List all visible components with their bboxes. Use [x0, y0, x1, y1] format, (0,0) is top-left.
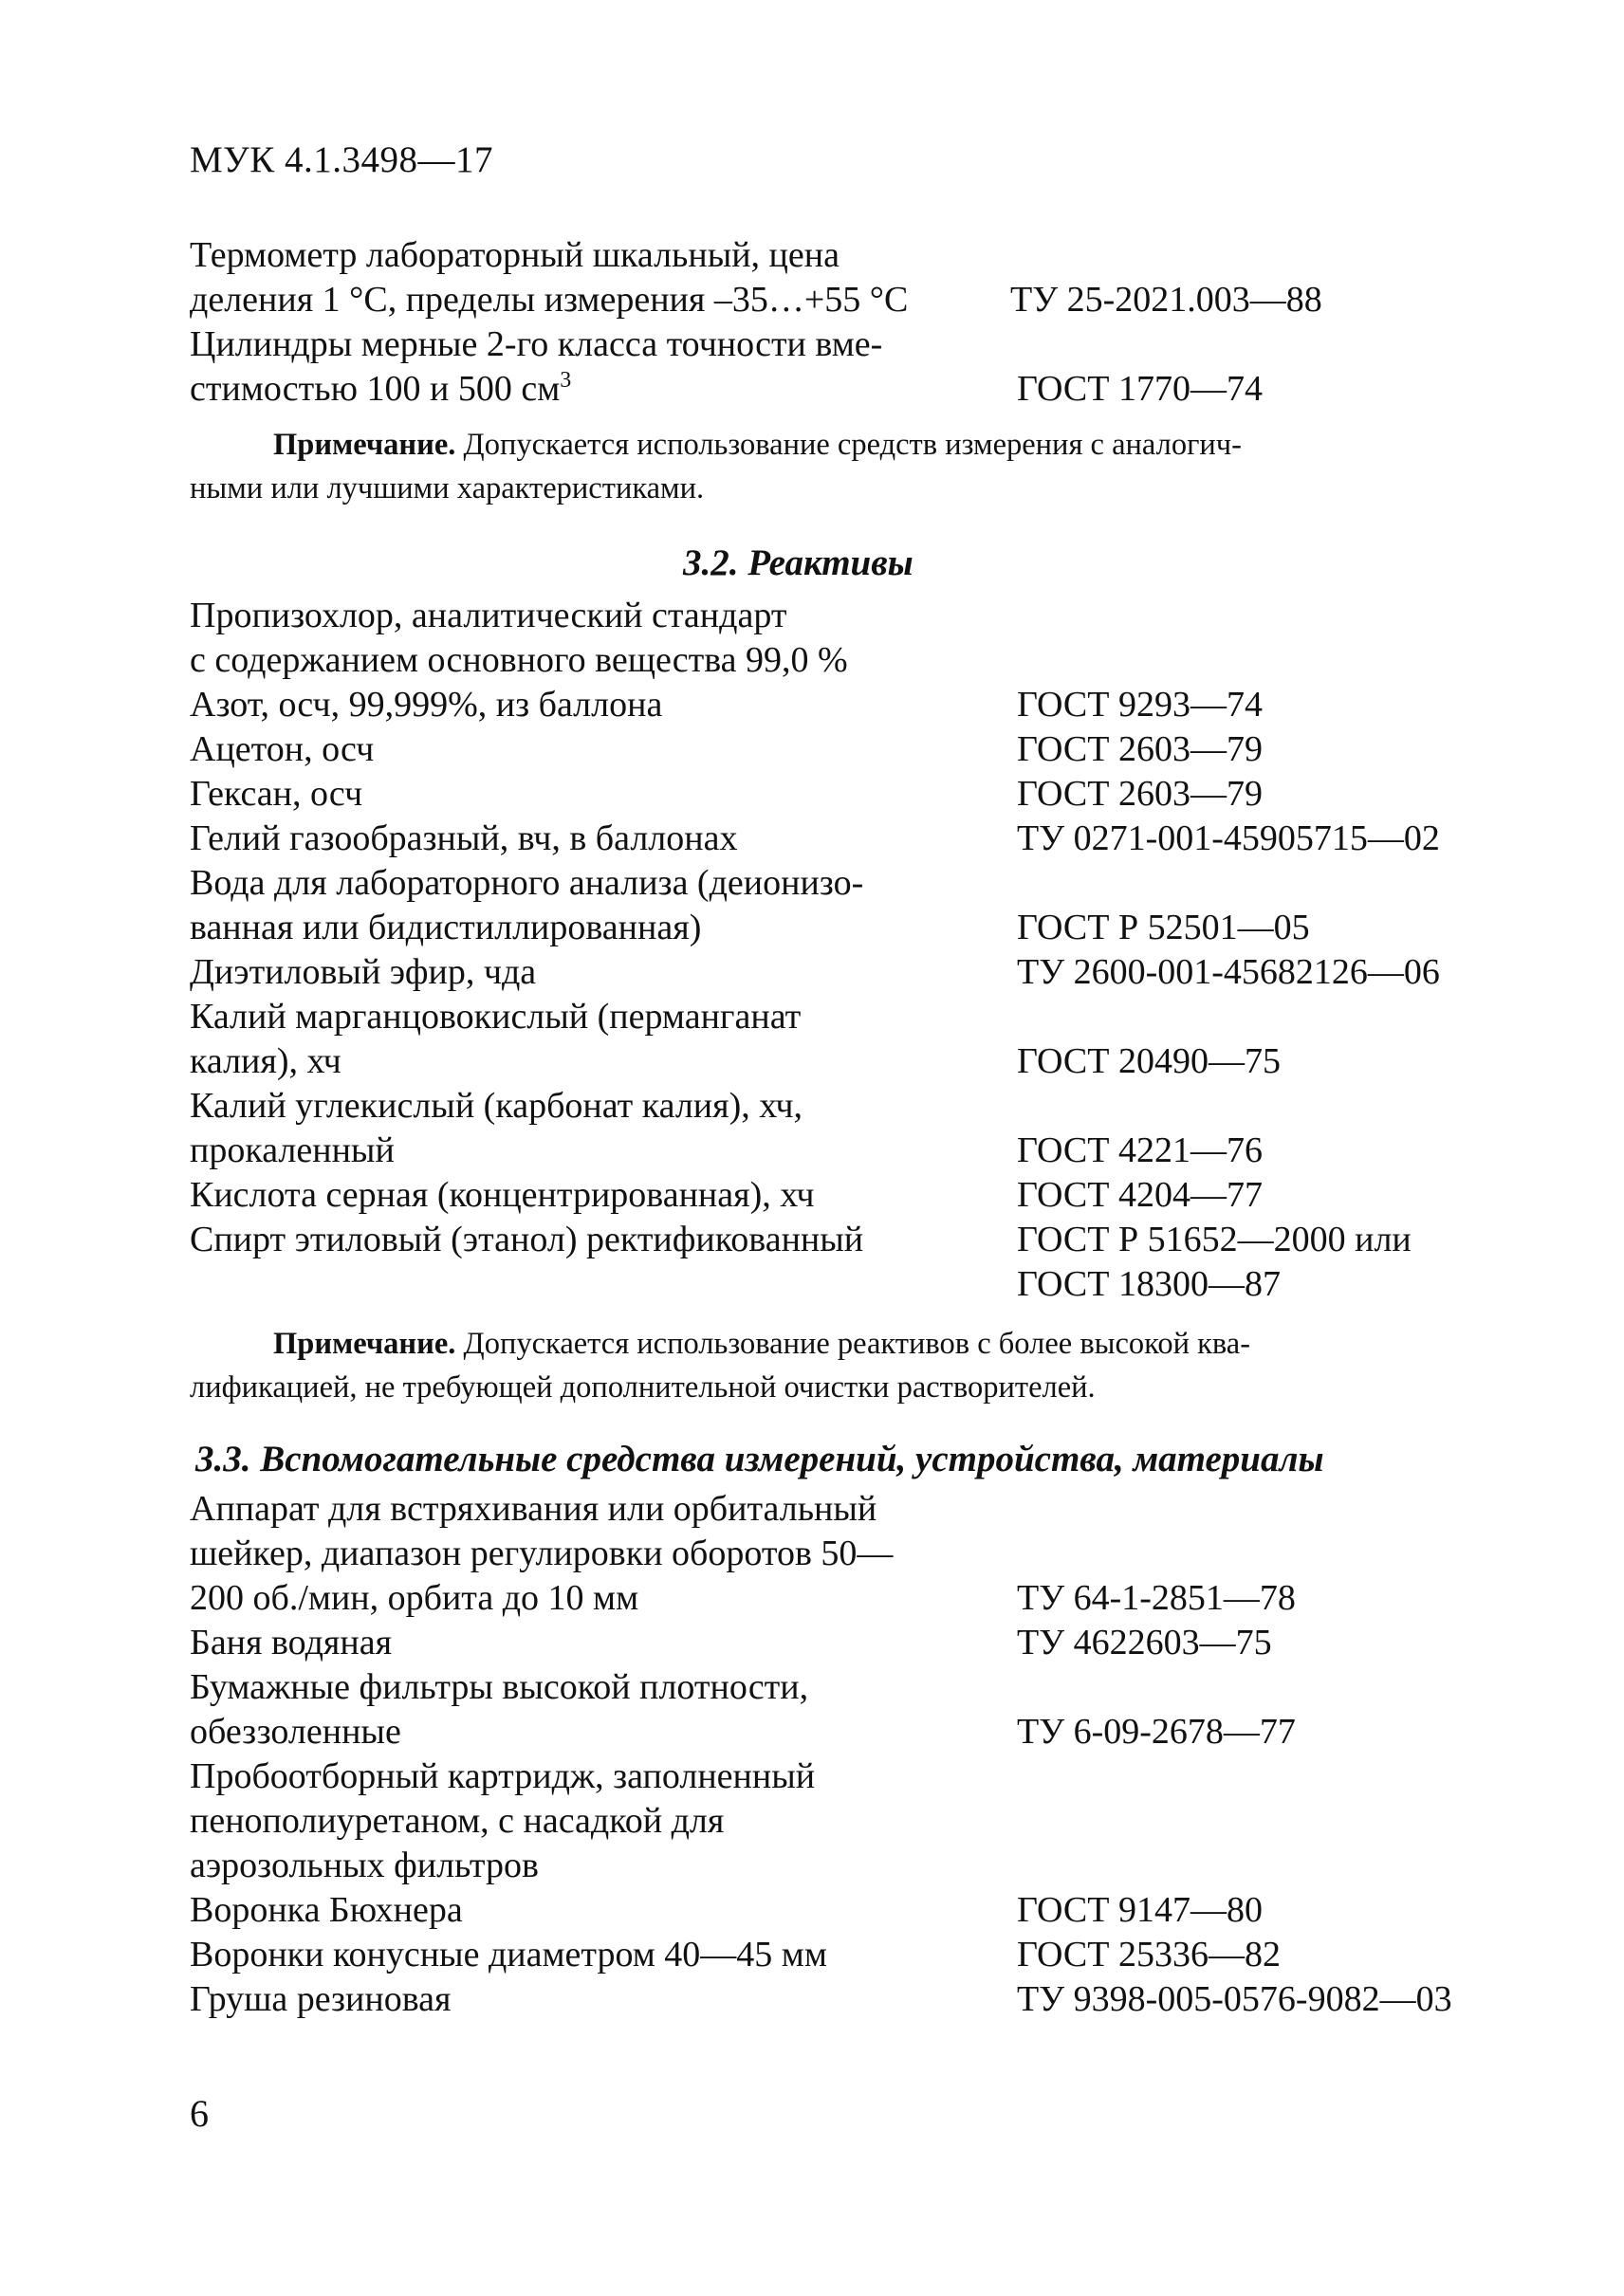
list-row	[190, 1262, 1499, 1307]
note-text: Допускается использование реактивов с более высокой ква-	[455, 1327, 1251, 1361]
item-name: Кислота серная (концентрированная), хч	[190, 1175, 815, 1215]
note-label: Примечание.	[273, 1327, 456, 1361]
item-name	[190, 367, 1017, 412]
item-standard: ТУ 4622603—75	[1017, 1623, 1272, 1662]
item-name: Воронка Бюхнера	[190, 1890, 463, 1930]
item-name: прокаленный	[190, 1130, 395, 1170]
list-row	[190, 1844, 1499, 1888]
item-name: Ацетон, осч	[190, 729, 375, 769]
note-line	[190, 423, 1442, 467]
item-name: Калий углекислый (карбонат калия), хч,	[190, 1086, 803, 1126]
note-instruments	[190, 423, 1442, 510]
superscript: 3	[560, 368, 572, 393]
item-name: деления 1 °С, пределы измерения –35…+55 °С	[190, 280, 909, 320]
page-number: 6	[190, 2092, 209, 2135]
list-row	[190, 1621, 1499, 1665]
list-row	[190, 1888, 1499, 1933]
item-standard: ГОСТ 4204—77	[1017, 1175, 1263, 1215]
note-label: Примечание.	[273, 428, 456, 462]
list-row	[190, 638, 1499, 683]
item-name: калия), хч	[190, 1041, 341, 1081]
item-standard: ТУ 9398-005-0576-9082—03	[1017, 1979, 1452, 2019]
list-row	[190, 594, 1499, 638]
item-name: с содержанием основного вещества 99,0 %	[190, 640, 848, 680]
item-name: Аппарат для встряхивания или орбитальный	[190, 1489, 877, 1529]
item-name: ванная или бидистиллированная)	[190, 908, 702, 947]
list-row	[190, 1665, 1499, 1710]
list-row	[190, 322, 1499, 367]
list-row	[190, 995, 1499, 1039]
list-row	[190, 1576, 1499, 1621]
list-row	[190, 950, 1499, 995]
list-row	[190, 861, 1499, 906]
list-row	[190, 1532, 1499, 1576]
list-row	[190, 278, 1499, 322]
item-name: Пропизохлор, аналитический стандарт	[190, 596, 787, 635]
item-name: Азот, осч, 99,999%, из баллона	[190, 685, 663, 725]
item-name: Пробоотборный картридж, заполненный	[190, 1756, 816, 1796]
item-name: Гексан, осч	[190, 774, 363, 814]
item-standard: ГОСТ 1770—74	[1017, 369, 1263, 409]
list-row	[190, 1129, 1499, 1173]
list-row	[190, 1487, 1499, 1532]
item-name: аэрозольных фильтров	[190, 1846, 539, 1885]
item-standard: ГОСТ 2603—79	[1017, 774, 1263, 814]
item-standard: ТУ 2600-001-45682126—06	[1017, 952, 1440, 992]
list-row	[190, 1799, 1499, 1844]
item-name: Цилиндры мерные 2-го класса точности вме-	[190, 324, 883, 364]
item-name: обеззоленные	[190, 1712, 401, 1752]
section-title-reagents: 3.2. Реактивы	[683, 542, 914, 583]
list-row	[190, 367, 1499, 412]
item-name: Груша резиновая	[190, 1979, 452, 2019]
item-name: Бумажные фильтры высокой плотности,	[190, 1667, 809, 1707]
item-name: Гелий газообразный, вч, в баллонах	[190, 818, 738, 858]
item-name: Термометр лабораторный шкальный, цена	[190, 235, 840, 275]
list-row	[190, 1977, 1499, 2022]
auxiliary-list	[190, 1487, 1499, 2022]
note-text: Допускается использование средств измерения с аналогич-	[455, 428, 1242, 462]
list-row	[190, 1084, 1499, 1129]
list-row	[190, 727, 1499, 772]
item-standard: ГОСТ 20490—75	[1017, 1041, 1281, 1081]
list-row	[190, 1754, 1499, 1799]
measuring-instruments-list	[190, 233, 1499, 412]
list-row	[190, 683, 1499, 727]
item-standard: ГОСТ Р 52501—05	[1017, 908, 1310, 947]
document-code-header: МУК 4.1.3498—17	[190, 139, 494, 180]
list-row	[190, 1173, 1499, 1218]
list-row	[190, 1218, 1499, 1262]
item-standard: ГОСТ 9293—74	[1017, 685, 1263, 725]
reagents-list	[190, 594, 1499, 1307]
item-standard: ТУ 0271-001-45905715—02	[1017, 818, 1440, 858]
list-row	[190, 1933, 1499, 1977]
item-standard: ГОСТ 9147—80	[1017, 1890, 1263, 1930]
note-line: ными или лучшими характеристиками.	[190, 471, 705, 505]
item-name: шейкер, диапазон регулировки оборотов 50—	[190, 1534, 894, 1573]
item-standard: ГОСТ 18300—87	[1017, 1264, 1281, 1304]
item-standard: ГОСТ 2603—79	[1017, 729, 1263, 769]
note-line	[190, 1322, 1442, 1366]
note-line: лификацией, не требующей дополнительной очистки растворителей.	[190, 1370, 1096, 1405]
note-reagents	[190, 1322, 1442, 1409]
item-standard: ТУ 25-2021.003—88	[1010, 280, 1322, 320]
item-standard: ГОСТ 25336—82	[1017, 1935, 1281, 1975]
item-name: 200 об./мин, орбита до 10 мм	[190, 1578, 639, 1618]
item-standard: ТУ 64-1-2851—78	[1017, 1578, 1296, 1618]
list-row	[190, 906, 1499, 950]
list-row	[190, 1039, 1499, 1084]
item-name: Воронки конусные диаметром 40—45 мм	[190, 1935, 827, 1975]
list-row	[190, 1710, 1499, 1754]
item-standard: ГОСТ Р 51652—2000 или	[1017, 1220, 1412, 1259]
item-name: пенополиуретаном, с насадкой для	[190, 1801, 725, 1841]
item-name: Баня водяная	[190, 1623, 393, 1662]
item-name: Калий марганцовокислый (перманганат	[190, 997, 802, 1037]
section-title-auxiliary: 3.3. Вспомогательные средства измерений, устройства, материалы	[195, 1439, 1324, 1479]
list-row	[190, 817, 1499, 861]
list-row	[190, 233, 1499, 278]
item-standard: ГОСТ 4221—76	[1017, 1130, 1263, 1170]
item-name: Спирт этиловый (этанол) ректификованный	[190, 1220, 864, 1259]
item-name: Вода для лабораторного анализа (деионизо-	[190, 863, 864, 903]
item-standard: ТУ 6-09-2678—77	[1017, 1712, 1296, 1752]
list-row	[190, 772, 1499, 817]
item-name: Диэтиловый эфир, чда	[190, 952, 537, 992]
item-name-text: стимостью 100 и 500 см	[190, 369, 561, 409]
